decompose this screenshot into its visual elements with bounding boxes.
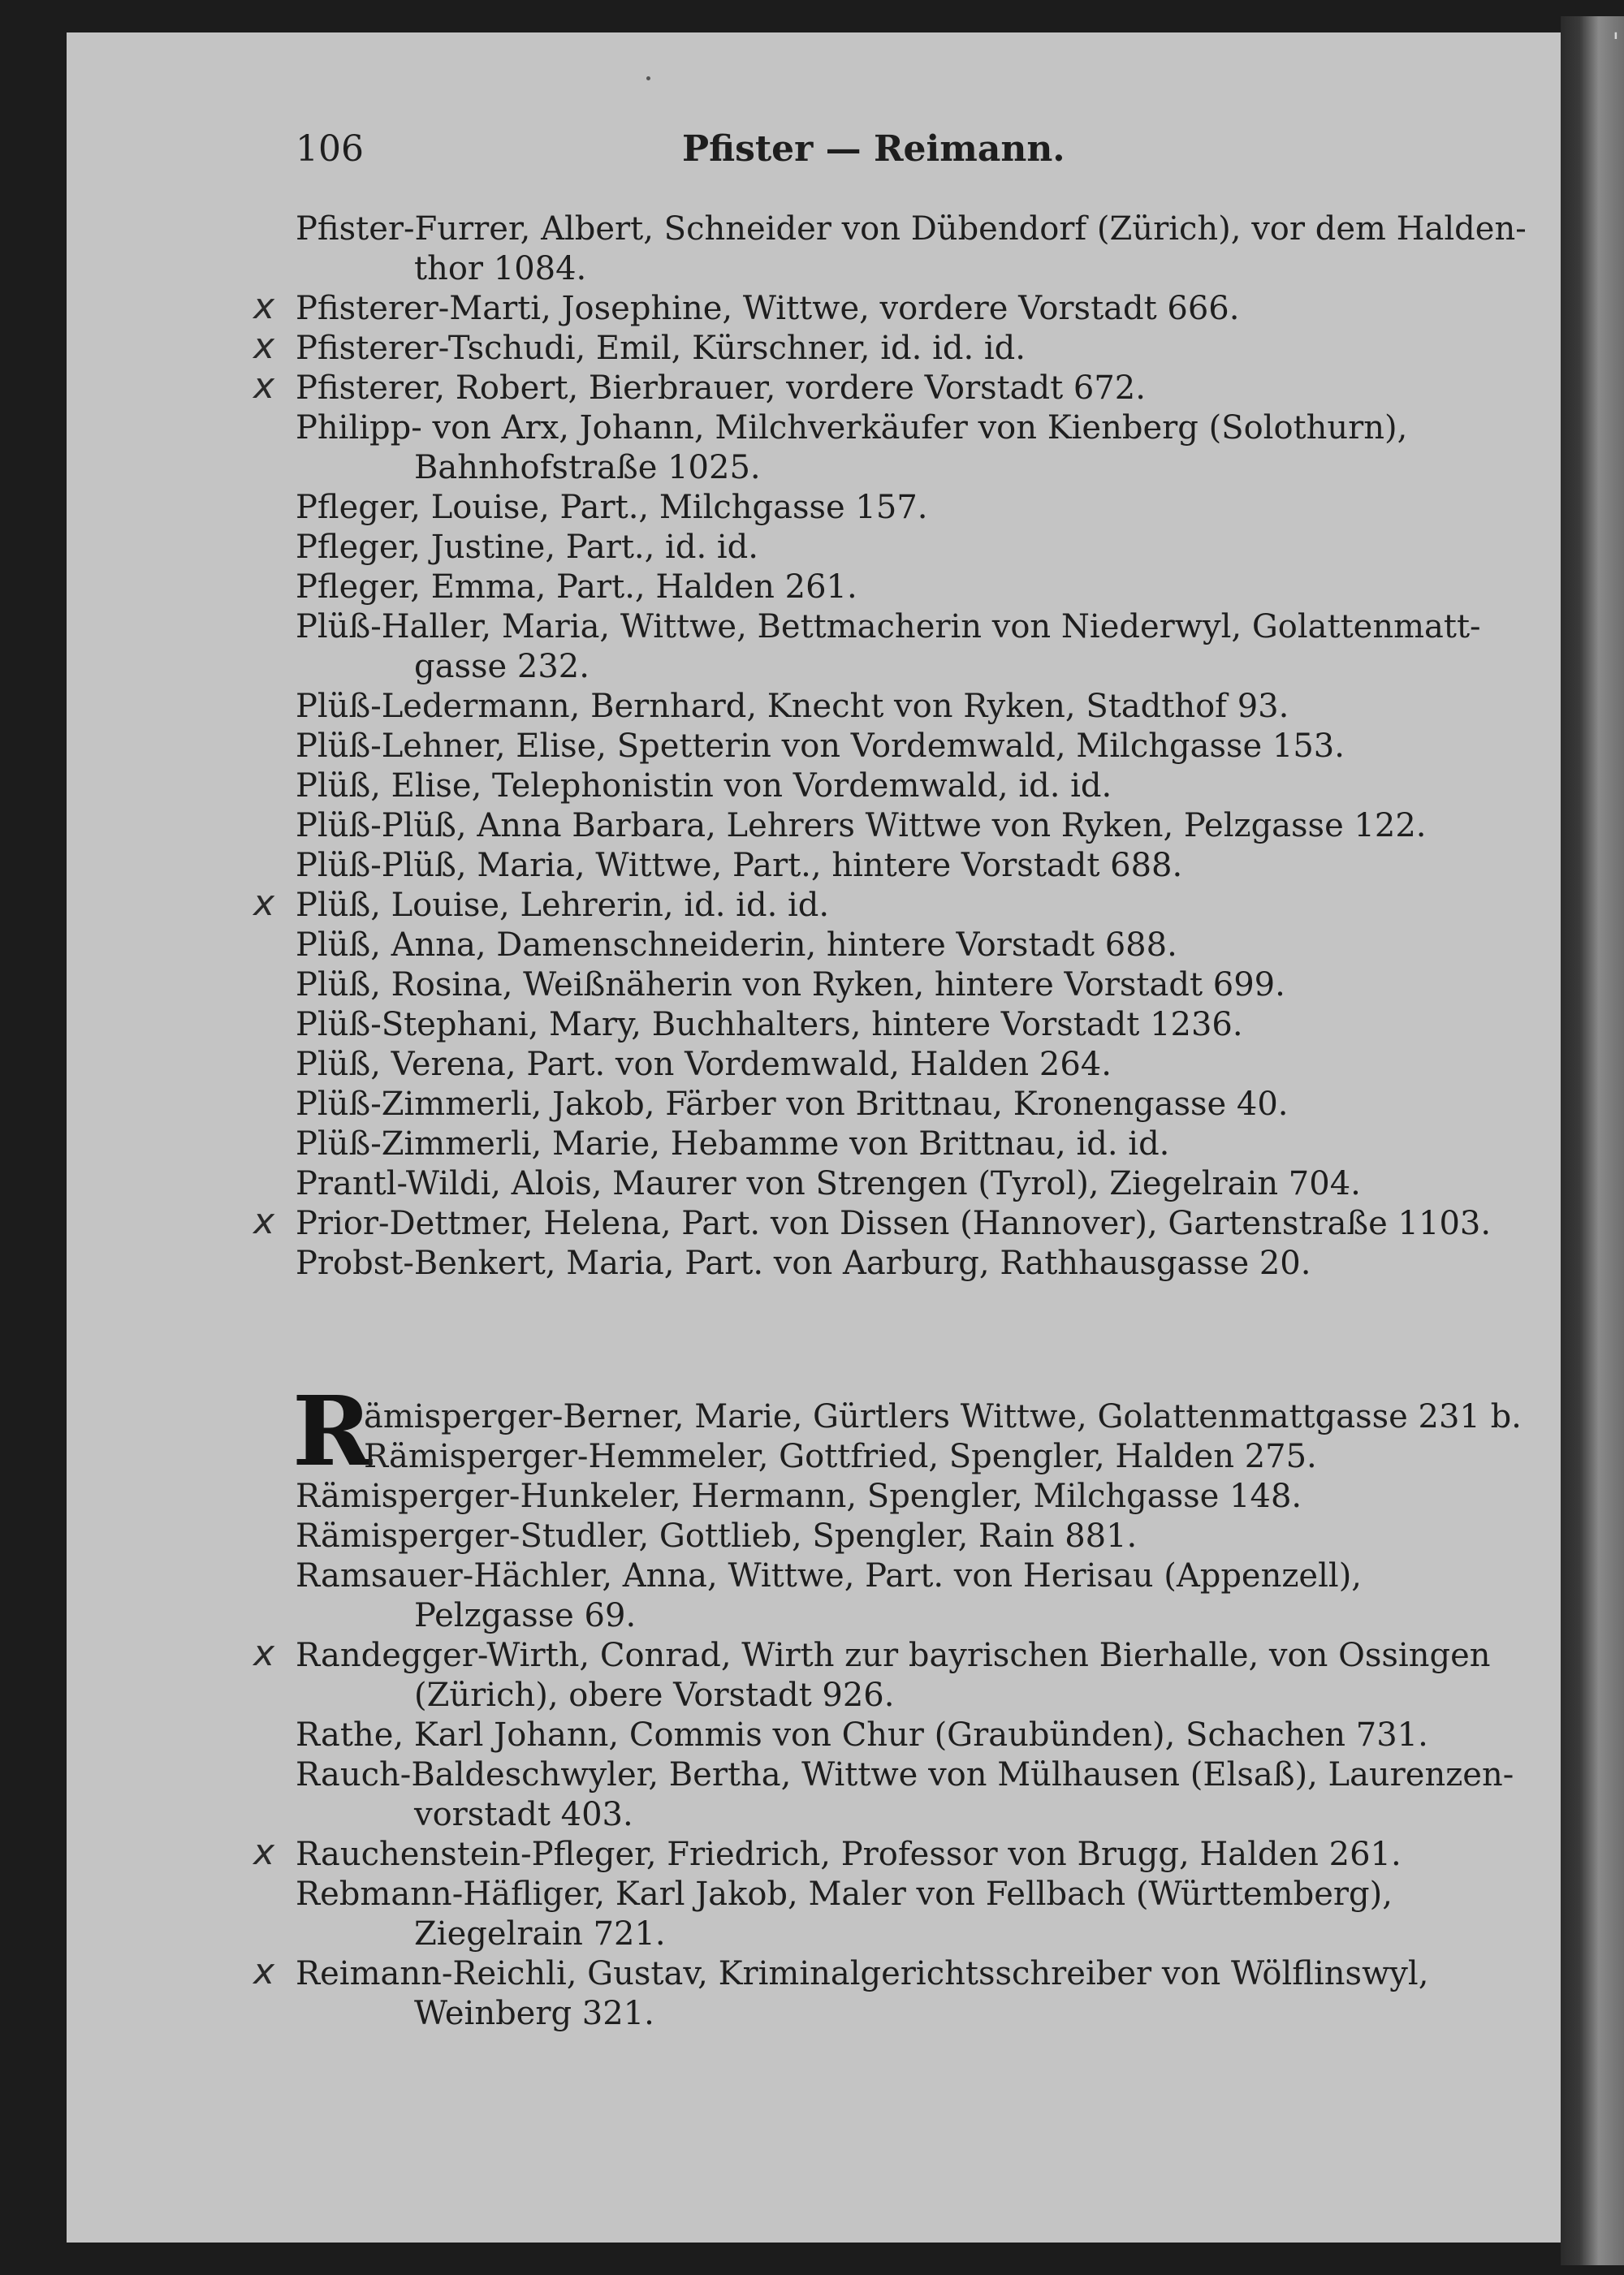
section-gap bbox=[296, 1284, 1432, 1397]
entry-line: Pfisterer-Tschudi, Emil, Kürschner, id. id. id. bbox=[296, 330, 1026, 367]
directory-entry bbox=[296, 687, 1432, 727]
handwritten-check-mark: x bbox=[253, 286, 275, 327]
directory-entry bbox=[253, 1633, 1491, 1716]
entry-line: Plüß-Haller, Maria, Wittwe, Bettmacherin von Niederwyl, Golattenmatt- bbox=[296, 608, 1481, 645]
handwritten-check-mark: x bbox=[253, 1633, 275, 1674]
directory-entry bbox=[296, 607, 1481, 687]
entry-line: Ramsauer-Hächler, Anna, Wittwe, Part. von Herisau (Appenzell), bbox=[296, 1557, 1363, 1595]
directory-entry bbox=[296, 1477, 1432, 1517]
directory-entry bbox=[296, 806, 1432, 846]
entry-line: Pfisterer, Robert, Bierbrauer, vordere Vorstadt 672. bbox=[296, 369, 1146, 407]
entry-line: Plüß-Zimmerli, Jakob, Färber von Brittnau, Kronengasse 40. bbox=[296, 1086, 1289, 1123]
entry-continuation: vorstadt 403. bbox=[414, 1796, 633, 1833]
entry-line: Pfister-Furrer, Albert, Schneider von Dübendorf (Zürich), vor dem Halden- bbox=[296, 210, 1527, 248]
directory-entry bbox=[296, 965, 1432, 1005]
entry-continuation: thor 1084. bbox=[414, 250, 587, 287]
directory-entry bbox=[296, 926, 1432, 965]
directory-entry bbox=[253, 1832, 1432, 1875]
page-header bbox=[0, 128, 1624, 177]
page-number: 106 bbox=[296, 128, 364, 170]
entry-line: Rauch-Baldeschwyler, Bertha, Wittwe von Mülhausen (Elsaß), Laurenzen- bbox=[296, 1756, 1514, 1794]
directory-entry bbox=[296, 408, 1432, 488]
entry-line: Randegger-Wirth, Conrad, Wirth zur bayrischen Bierhalle, von Ossingen bbox=[296, 1637, 1491, 1674]
directory-entries bbox=[253, 209, 1527, 2034]
handwritten-check-mark: x bbox=[253, 1201, 275, 1242]
directory-entry bbox=[253, 1201, 1492, 1244]
entry-line: Pfleger, Justine, Part., id. id. bbox=[296, 529, 758, 566]
entry-continuation: Bahnhofstraße 1025. bbox=[414, 449, 761, 486]
directory-entry bbox=[296, 1875, 1432, 1954]
directory-entry bbox=[296, 1517, 1432, 1556]
handwritten-check-mark: x bbox=[253, 883, 275, 924]
entry-line: Plüß, Verena, Part. von Vordemwald, Halden 264. bbox=[296, 1046, 1112, 1083]
directory-entry bbox=[253, 883, 1432, 926]
directory-entry bbox=[296, 1085, 1432, 1125]
directory-entry bbox=[296, 1244, 1432, 1284]
entry-continuation: (Zürich), obere Vorstadt 926. bbox=[414, 1677, 895, 1714]
section-r bbox=[292, 1375, 1522, 1487]
directory-entry bbox=[296, 209, 1527, 289]
entry-line: Rathe, Karl Johann, Commis von Chur (Graubünden), Schachen 731. bbox=[296, 1716, 1428, 1754]
entry-continuation: Pelzgasse 69. bbox=[414, 1597, 637, 1634]
entry-line: Prior-Dettmer, Helena, Part. von Dissen (Hannover), Gartenstraße 1103. bbox=[296, 1205, 1492, 1242]
entries-p bbox=[253, 209, 1527, 1284]
directory-entry bbox=[296, 1045, 1432, 1085]
entries-r bbox=[253, 1477, 1514, 2034]
entry-continuation: Weinberg 321. bbox=[414, 1995, 654, 2032]
decorative-initial: R bbox=[292, 1375, 373, 1487]
handwritten-check-mark: x bbox=[253, 365, 275, 407]
entry-line: Rämisperger-Hemmeler, Gottfried, Spengler, Halden 275. bbox=[364, 1438, 1317, 1475]
directory-entry bbox=[296, 727, 1432, 766]
entry-line: Plüß-Plüß, Maria, Wittwe, Part., hintere Vorstadt 688. bbox=[296, 847, 1183, 884]
entry-line: Plüß-Lehner, Elise, Spetterin von Vordemwald, Milchgasse 153. bbox=[296, 727, 1345, 765]
entry-continuation: Ziegelrain 721. bbox=[414, 1915, 666, 1953]
directory-entry bbox=[296, 1755, 1514, 1835]
directory-entry bbox=[296, 568, 1432, 607]
entry-line: Plüß, Anna, Damenschneiderin, hintere Vorstadt 688. bbox=[296, 926, 1177, 964]
entry-line: Probst-Benkert, Maria, Part. von Aarburg, Rathhausgasse 20. bbox=[296, 1245, 1311, 1282]
directory-entry bbox=[296, 1125, 1432, 1164]
entry-line: Plüß-Ledermann, Bernhard, Knecht von Ryken, Stadthof 93. bbox=[296, 688, 1289, 725]
entry-line: Prantl-Wildi, Alois, Maurer von Strengen (Tyrol), Ziegelrain 704. bbox=[296, 1165, 1361, 1202]
entry-line: Plüß-Stephani, Mary, Buchhalters, hintere Vorstadt 1236. bbox=[296, 1006, 1243, 1043]
directory-entry bbox=[253, 326, 1432, 369]
directory-entry bbox=[296, 1556, 1432, 1636]
page-edge bbox=[1561, 16, 1624, 2265]
directory-entry bbox=[253, 286, 1432, 329]
entry-line: Plüß-Zimmerli, Marie, Hebamme von Brittnau, id. id. bbox=[296, 1125, 1170, 1163]
entry-line: Rämisperger-Hunkeler, Hermann, Spengler, Milchgasse 148. bbox=[296, 1478, 1302, 1515]
directory-entry bbox=[296, 1164, 1432, 1204]
directory-entry bbox=[253, 365, 1432, 408]
entry-line: ämisperger-Berner, Marie, Gürtlers Wittwe, Golattenmattgasse 231 b. bbox=[364, 1398, 1522, 1435]
entry-line: Plüß, Louise, Lehrerin, id. id. id. bbox=[296, 887, 830, 924]
entry-line: Pfleger, Emma, Part., Halden 261. bbox=[296, 568, 857, 606]
directory-entry bbox=[253, 1951, 1432, 2034]
entry-line: Rauchenstein-Pfleger, Friedrich, Professor von Brugg, Halden 261. bbox=[296, 1836, 1402, 1873]
corner-mark: ' bbox=[1612, 28, 1619, 57]
running-head: Pfister — Reimann. bbox=[682, 128, 1065, 170]
entry-line: Rämisperger-Studler, Gottlieb, Spengler, Rain 881. bbox=[296, 1517, 1138, 1555]
directory-entry bbox=[296, 488, 1432, 528]
handwritten-check-mark: x bbox=[253, 326, 275, 367]
directory-entry bbox=[296, 1716, 1432, 1755]
ink-speck bbox=[646, 76, 650, 80]
handwritten-check-mark: x bbox=[253, 1951, 275, 1992]
entry-line: Pfleger, Louise, Part., Milchgasse 157. bbox=[296, 489, 928, 526]
directory-entry bbox=[296, 766, 1432, 806]
directory-entry bbox=[296, 1005, 1432, 1045]
entry-continuation: gasse 232. bbox=[414, 648, 590, 685]
entry-line: Plüß-Plüß, Anna Barbara, Lehrers Wittwe von Ryken, Pelzgasse 122. bbox=[296, 807, 1427, 844]
entry-line: Pfisterer-Marti, Josephine, Wittwe, vordere Vorstadt 666. bbox=[296, 290, 1240, 327]
handwritten-check-mark: x bbox=[253, 1832, 275, 1873]
entry-line: Reimann-Reichli, Gustav, Kriminalgerichtsschreiber von Wölflinswyl, bbox=[296, 1955, 1429, 1992]
entry-line: Plüß, Rosina, Weißnäherin von Ryken, hintere Vorstadt 699. bbox=[296, 966, 1285, 1004]
entry-line: Plüß, Elise, Telephonistin von Vordemwald, id. id. bbox=[296, 767, 1112, 805]
directory-entry bbox=[296, 846, 1432, 886]
entry-line: Rebmann-Häfliger, Karl Jakob, Maler von Fellbach (Württemberg), bbox=[296, 1876, 1393, 1913]
directory-entry bbox=[296, 528, 1432, 568]
entry-line: Philipp- von Arx, Johann, Milchverkäufer von Kienberg (Solothurn), bbox=[296, 409, 1408, 447]
